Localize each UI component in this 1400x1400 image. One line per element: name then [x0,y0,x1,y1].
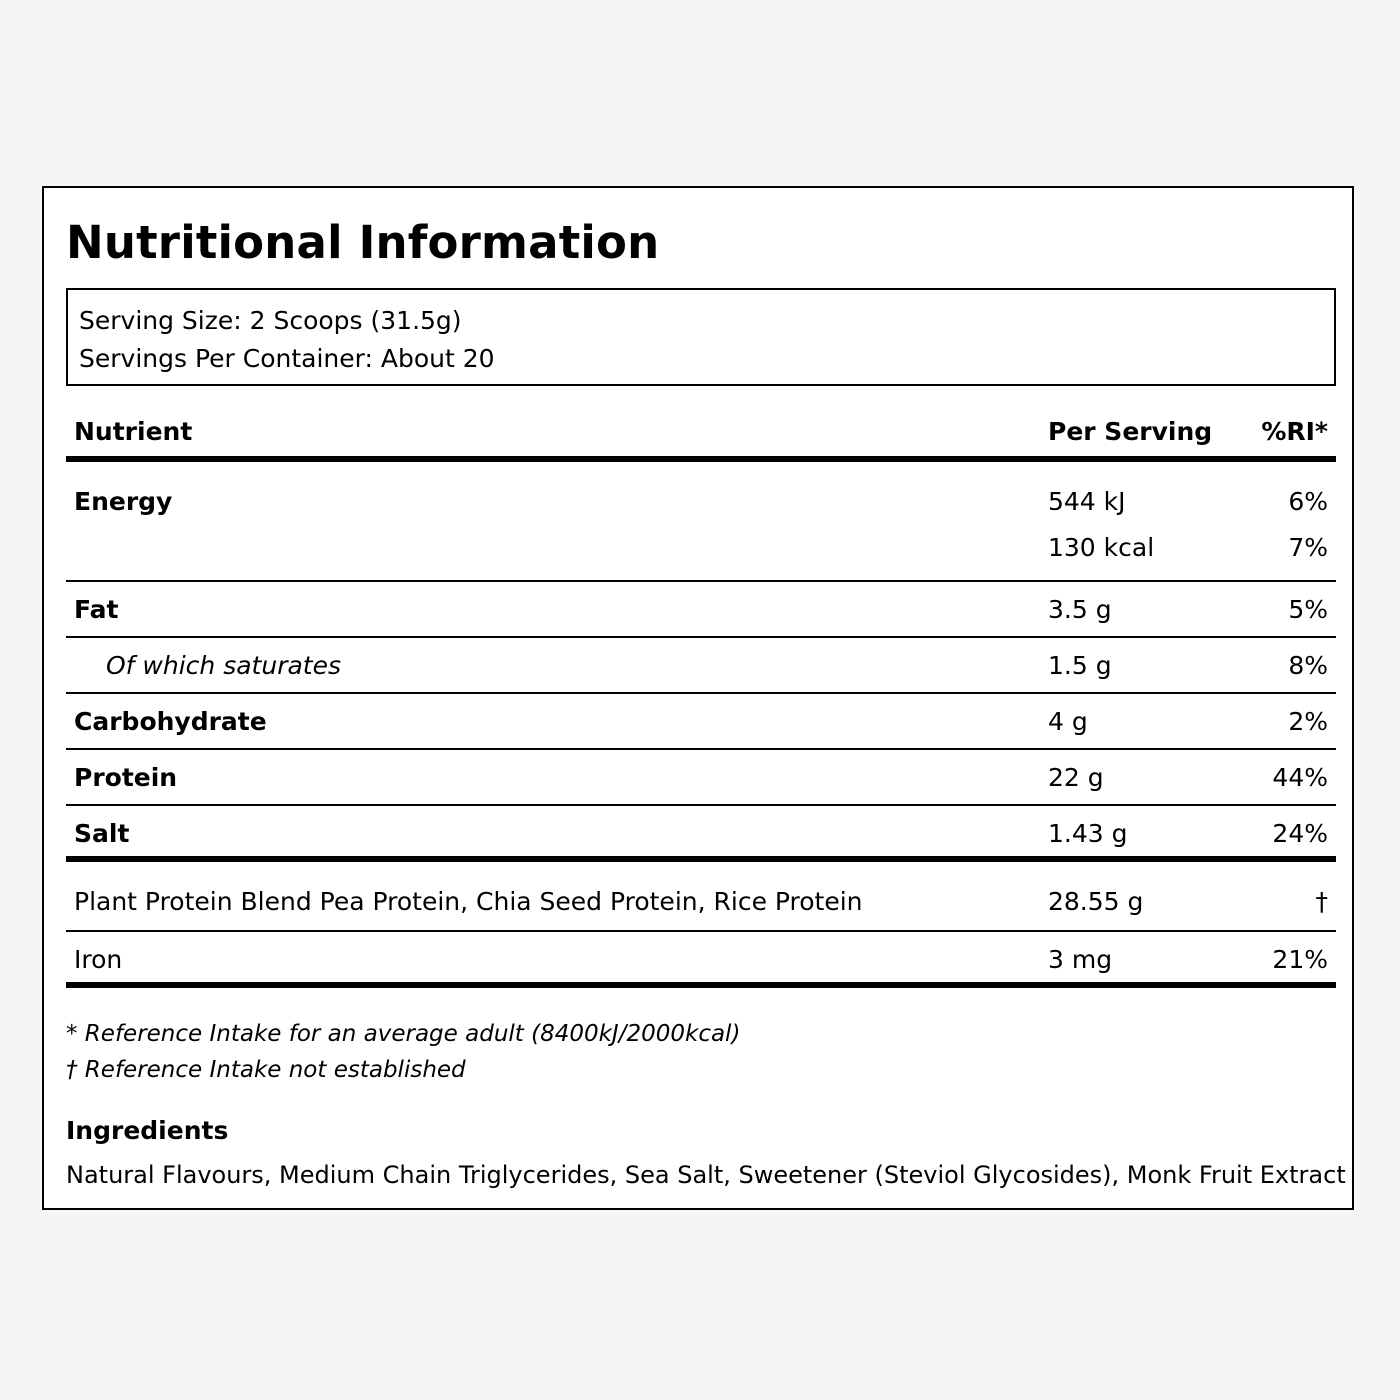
nutrition-label [42,186,1354,1210]
nutrient-ri: 24% [1272,819,1328,848]
table-row-iron [66,932,1336,988]
nutrient-value: 4 g [1048,707,1088,736]
header-per-serving: Per Serving [1048,417,1213,446]
nutrient-value: 1.5 g [1048,651,1112,680]
footnotes [66,1016,740,1088]
table-row-fat [66,582,1336,638]
nutrient-value: 22 g [1048,763,1104,792]
nutrient-ri: 6% [1288,487,1328,516]
nutrient-value: 3.5 g [1048,595,1112,624]
ingredients-text: Natural Flavours, Medium Chain Triglycerides, Sea Salt, Sweetener (Steviol Glycosides), Monk Fruit Extract [66,1161,1346,1189]
nutrient-value: 130 kcal [1048,533,1155,562]
nutrient-value: 28.55 g [1048,887,1144,916]
table-row-carbohydrate [66,694,1336,750]
label-title: Nutritional Information [66,216,660,269]
nutrient-name: Iron [74,945,123,974]
table-row-energy-kcal [66,528,1336,582]
header-nutrient: Nutrient [74,417,193,446]
serving-size: Serving Size: 2 Scoops (31.5g) [79,306,462,335]
nutrient-name: Of which saturates [106,651,341,680]
table-row-energy-kj [66,462,1336,528]
servings-per-container: Servings Per Container: About 20 [79,344,495,373]
nutrient-name: Energy [74,487,173,516]
header-ri: %RI* [1261,417,1328,446]
nutrient-ri: 5% [1288,595,1328,624]
nutrient-value: 1.43 g [1048,819,1128,848]
table-row-salt [66,806,1336,862]
nutrient-name: Protein [74,763,178,792]
nutrient-name: Salt [74,819,130,848]
nutrition-table [66,404,1336,988]
nutrient-name: Plant Protein Blend Pea Protein, Chia Seed Protein, Rice Protein [74,887,863,916]
nutrient-ri: † [1315,887,1328,916]
ri-footnote: * Reference Intake for an average adult (8400kJ/2000kcal) [66,1021,741,1047]
ingredients-heading: Ingredients [66,1116,229,1145]
table-header-row [66,404,1336,462]
table-row-protein [66,750,1336,806]
nutrient-name: Fat [74,595,119,624]
nutrient-name: Carbohydrate [74,707,267,736]
nutrient-ri: 8% [1288,651,1328,680]
nutrient-value: 544 kJ [1048,487,1126,516]
nutrient-ri: 44% [1272,763,1328,792]
nutrient-ri: 7% [1288,533,1328,562]
dagger-footnote: † Reference Intake not established [66,1057,466,1083]
nutrient-ri: 2% [1288,707,1328,736]
nutrient-value: 3 mg [1048,945,1113,974]
nutrient-ri: 21% [1272,945,1328,974]
serving-info-box [66,288,1336,386]
table-row-saturates [66,638,1336,694]
table-row-plant-protein-blend [66,862,1336,932]
